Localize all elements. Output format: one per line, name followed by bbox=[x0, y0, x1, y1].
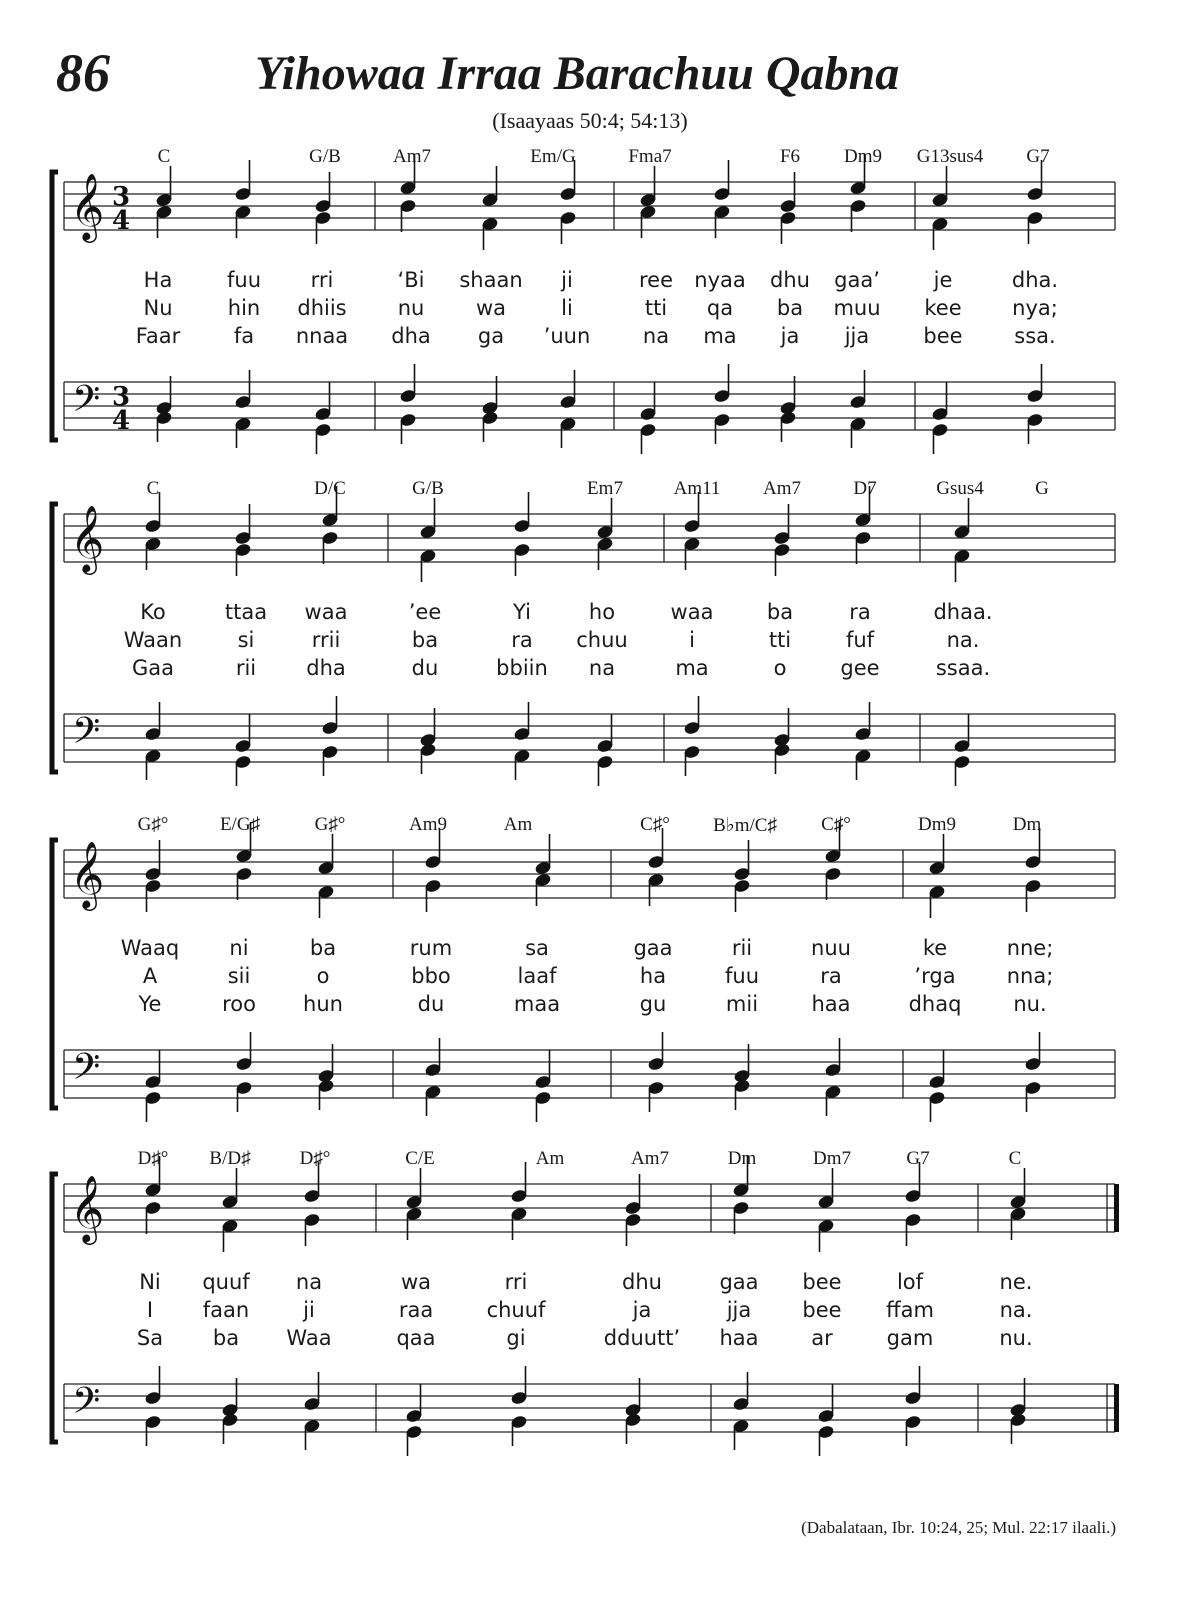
bass-clef-icon: 𝄢 bbox=[72, 710, 101, 761]
lyric-syllable: dhaq bbox=[908, 992, 962, 1016]
lyric-syllable: wa bbox=[475, 296, 507, 320]
lyric-syllable: rii bbox=[235, 656, 257, 680]
lyric-syllable: rum bbox=[409, 936, 453, 960]
lyric-syllable: Nu bbox=[143, 296, 173, 320]
lyric-syllable: ma bbox=[675, 656, 709, 680]
chord-symbol: G♯° bbox=[137, 814, 169, 835]
lyric-syllable: waa bbox=[304, 600, 348, 624]
chord-symbol: F6 bbox=[779, 146, 801, 167]
lyric-syllable: faan bbox=[202, 1298, 250, 1322]
chord-symbol: C bbox=[146, 478, 160, 499]
lyric-syllable: Waan bbox=[123, 628, 183, 652]
lyric-syllable: sa bbox=[525, 936, 549, 960]
lyric-syllable: rri bbox=[504, 1270, 528, 1294]
lyric-syllable: bee bbox=[802, 1298, 842, 1322]
lyric-syllable: maa bbox=[513, 992, 561, 1016]
chord-symbol: Am7 bbox=[631, 1148, 669, 1169]
lyric-syllable: jja bbox=[844, 324, 870, 348]
lyric-syllable: ffam bbox=[886, 1298, 934, 1322]
lyric-syllable: Ye bbox=[138, 992, 162, 1016]
system-bracket bbox=[52, 1174, 58, 1442]
lyric-syllable: qa bbox=[706, 296, 734, 320]
lyric-syllable: o bbox=[316, 964, 330, 988]
lyric-syllable: dhaa. bbox=[933, 600, 993, 624]
chord-symbol: C♯° bbox=[640, 814, 670, 835]
lyric-syllable: Ni bbox=[139, 1270, 161, 1294]
chord-symbol: G7 bbox=[906, 1148, 930, 1169]
lyric-syllable: ttaa bbox=[224, 600, 268, 624]
lyric-syllable: dhu bbox=[770, 268, 810, 292]
lyric-syllable: nnaa bbox=[295, 324, 349, 348]
lyric-syllable: ba bbox=[766, 600, 794, 624]
lyric-syllable: roo bbox=[222, 992, 256, 1016]
lyric-syllable: i bbox=[689, 628, 695, 652]
treble-clef-icon: 𝄞 bbox=[70, 504, 105, 572]
treble-clef-icon: 𝄞 bbox=[70, 172, 105, 240]
bass-clef-icon: 𝄢 bbox=[72, 1046, 101, 1097]
lyric-syllable: li bbox=[561, 296, 573, 320]
lyric-syllable: gu bbox=[639, 992, 667, 1016]
lyric-syllable: ja bbox=[632, 1298, 652, 1322]
lyric-syllable: fuu bbox=[226, 268, 262, 292]
chord-symbol: Em/G bbox=[530, 146, 576, 167]
lyric-syllable: ga bbox=[477, 324, 505, 348]
time-signature-bottom: 4 bbox=[112, 206, 131, 236]
lyric-syllable: nu. bbox=[999, 1326, 1033, 1350]
lyric-syllable: Ko bbox=[140, 600, 166, 624]
chord-symbol: G7 bbox=[1026, 146, 1050, 167]
treble-clef-icon: 𝄞 bbox=[70, 840, 105, 908]
chord-symbol: G13sus4 bbox=[916, 146, 984, 167]
lyric-syllable: Waaq bbox=[120, 936, 180, 960]
chord-symbol: Gsus4 bbox=[936, 478, 984, 499]
lyric-syllable: nne; bbox=[1006, 936, 1054, 960]
lyric-syllable: ’uun bbox=[543, 324, 591, 348]
lyric-syllable: shaan bbox=[459, 268, 523, 292]
lyric-syllable: ho bbox=[588, 600, 616, 624]
lyric-syllable: ba bbox=[411, 628, 439, 652]
lyric-syllable: rri bbox=[310, 268, 334, 292]
lyric-syllable: du bbox=[411, 656, 439, 680]
lyric-syllable: ma bbox=[703, 324, 737, 348]
lyric-syllable: dhu bbox=[622, 1270, 662, 1294]
time-signature-top: 3 bbox=[112, 182, 131, 212]
lyric-syllable: jja bbox=[726, 1298, 752, 1322]
lyric-syllable: Sa bbox=[136, 1326, 164, 1350]
lyric-syllable: na bbox=[295, 1270, 323, 1294]
lyric-syllable: A bbox=[142, 964, 158, 988]
lyric-syllable: fuu bbox=[724, 964, 760, 988]
lyric-syllable: ke bbox=[922, 936, 948, 960]
chord-symbol: Am9 bbox=[409, 814, 447, 835]
lyric-syllable: Yi bbox=[513, 600, 531, 624]
hymn-title: Yihowaa Irraa Barachuu Qabna bbox=[255, 47, 900, 100]
chord-symbol: Am11 bbox=[673, 478, 721, 499]
bass-clef-icon: 𝄢 bbox=[72, 1380, 101, 1431]
system-bracket bbox=[52, 504, 58, 772]
chord-symbol: C♯° bbox=[821, 814, 851, 835]
chord-symbol: Em7 bbox=[587, 478, 623, 499]
system-3 bbox=[0, 808, 1200, 1128]
chord-symbol: C/E bbox=[405, 1148, 435, 1169]
lyric-syllable: du bbox=[417, 992, 445, 1016]
system-bracket bbox=[52, 840, 58, 1108]
final-bar-line bbox=[1114, 1184, 1119, 1232]
lyric-syllable: gi bbox=[506, 1326, 526, 1350]
lyric-syllable: haa bbox=[811, 992, 851, 1016]
lyric-syllable: je bbox=[933, 268, 953, 292]
lyric-syllable: dha bbox=[391, 324, 431, 348]
lyric-syllable: ’ee bbox=[408, 600, 442, 624]
lyric-syllable: kee bbox=[924, 296, 962, 320]
chord-symbol: G/B bbox=[412, 478, 444, 499]
lyric-syllable: dha bbox=[306, 656, 346, 680]
final-bar-line bbox=[1114, 1384, 1119, 1432]
chord-symbol: Dm bbox=[1012, 814, 1042, 835]
chord-symbol: Dm9 bbox=[918, 814, 956, 835]
lyric-syllable: Waa bbox=[286, 1326, 332, 1350]
lyric-syllable: bee bbox=[923, 324, 963, 348]
lyric-syllable: nu. bbox=[1013, 992, 1047, 1016]
lyric-syllable: ha bbox=[639, 964, 667, 988]
chord-symbol: D♯° bbox=[299, 1148, 331, 1169]
lyric-syllable: wa bbox=[400, 1270, 432, 1294]
lyric-syllable: na bbox=[588, 656, 616, 680]
lyric-syllable: ssaa. bbox=[935, 656, 991, 680]
lyric-syllable: waa bbox=[670, 600, 714, 624]
chord-symbol: C bbox=[1008, 1148, 1022, 1169]
lyric-syllable: ree bbox=[638, 268, 674, 292]
lyric-syllable: lof bbox=[896, 1270, 924, 1294]
lyric-syllable: ba bbox=[776, 296, 804, 320]
lyric-syllable: dhiis bbox=[297, 296, 347, 320]
lyric-syllable: ‘Bi bbox=[397, 268, 425, 292]
lyric-syllable: Faar bbox=[135, 324, 181, 348]
lyric-syllable: si bbox=[237, 628, 255, 652]
lyric-syllable: gaa bbox=[719, 1270, 759, 1294]
chord-symbol: Am7 bbox=[763, 478, 801, 499]
chord-symbol: Dm bbox=[727, 1148, 757, 1169]
lyric-syllable: gaa’ bbox=[834, 268, 880, 292]
chord-symbol: Fma7 bbox=[628, 146, 672, 167]
chord-symbol: Am bbox=[503, 814, 533, 835]
chord-symbol: G bbox=[1035, 478, 1049, 499]
lyric-syllable: ra bbox=[820, 964, 842, 988]
lyric-syllable: na. bbox=[946, 628, 980, 652]
lyric-syllable: haa bbox=[719, 1326, 759, 1350]
footer-reference: (Dabalataan, Ibr. 10:24, 25; Mul. 22:17 ilaali.) bbox=[801, 1518, 1116, 1537]
chord-symbol: G/B bbox=[309, 146, 341, 167]
lyric-syllable: mii bbox=[725, 992, 759, 1016]
chord-symbol: G♯° bbox=[314, 814, 346, 835]
time-signature-bottom: 4 bbox=[112, 406, 131, 436]
chord-symbol: Dm9 bbox=[844, 146, 882, 167]
lyric-syllable: dha. bbox=[1011, 268, 1059, 292]
hymn-number: 86 bbox=[56, 43, 110, 103]
lyric-syllable: fa bbox=[233, 324, 255, 348]
lyric-syllable: raa bbox=[398, 1298, 434, 1322]
lyric-syllable: ba bbox=[309, 936, 337, 960]
chord-symbol: D/C bbox=[314, 478, 346, 499]
lyric-syllable: sii bbox=[227, 964, 251, 988]
lyric-syllable: ’rga bbox=[914, 964, 956, 988]
lyric-syllable: bee bbox=[802, 1270, 842, 1294]
bass-clef-icon: 𝄢 bbox=[72, 378, 101, 429]
lyric-syllable: gaa bbox=[633, 936, 673, 960]
lyric-syllable: na. bbox=[999, 1298, 1033, 1322]
chord-symbol: D7 bbox=[853, 478, 877, 499]
lyric-syllable: qaa bbox=[396, 1326, 436, 1350]
lyric-syllable: ji bbox=[303, 1298, 315, 1322]
scripture-reference: (Isaayaas 50:4; 54:13) bbox=[492, 108, 688, 133]
chord-symbol: Am7 bbox=[393, 146, 431, 167]
chord-symbol: B♭m/C♯ bbox=[713, 815, 777, 836]
lyric-syllable: na bbox=[642, 324, 670, 348]
lyric-syllable: ja bbox=[780, 324, 800, 348]
lyric-syllable: laaf bbox=[517, 964, 557, 988]
lyric-syllable: rrii bbox=[311, 628, 341, 652]
lyric-syllable: ra bbox=[511, 628, 533, 652]
time-signature-top: 3 bbox=[112, 382, 131, 412]
chord-symbol: Dm7 bbox=[813, 1148, 851, 1169]
lyric-syllable: hin bbox=[227, 296, 261, 320]
system-4 bbox=[0, 1142, 1200, 1462]
lyric-syllable: ar bbox=[811, 1326, 833, 1350]
lyric-syllable: ra bbox=[849, 600, 871, 624]
lyric-syllable: nuu bbox=[811, 936, 851, 960]
chord-symbol: B/D♯ bbox=[209, 1148, 251, 1169]
treble-clef-icon: 𝄞 bbox=[70, 1174, 105, 1242]
system-bracket bbox=[52, 172, 58, 440]
lyric-syllable: bbiin bbox=[496, 656, 548, 680]
lyric-syllable: nyaa bbox=[694, 268, 746, 292]
lyric-syllable: ssa. bbox=[1014, 324, 1056, 348]
lyric-syllable: tti bbox=[644, 296, 668, 320]
lyric-syllable: ba bbox=[212, 1326, 240, 1350]
lyric-syllable: dduutt’ bbox=[603, 1326, 681, 1350]
chord-symbol: D♯° bbox=[137, 1148, 169, 1169]
lyric-syllable: Ha bbox=[143, 268, 173, 292]
lyric-syllable: tti bbox=[768, 628, 792, 652]
lyric-syllable: bbo bbox=[411, 964, 451, 988]
lyric-syllable: fuf bbox=[845, 628, 875, 652]
lyric-syllable: Gaa bbox=[131, 656, 175, 680]
lyric-syllable: chuuf bbox=[486, 1298, 546, 1322]
lyric-syllable: gam bbox=[886, 1326, 934, 1350]
lyric-syllable: hun bbox=[303, 992, 343, 1016]
lyric-syllable: rii bbox=[731, 936, 753, 960]
chord-symbol: C bbox=[157, 146, 171, 167]
chord-symbol: E/G♯ bbox=[219, 814, 261, 835]
lyric-syllable: nna; bbox=[1006, 964, 1054, 988]
lyric-syllable: ni bbox=[229, 936, 249, 960]
system-2 bbox=[0, 472, 1200, 792]
lyric-syllable: chuu bbox=[576, 628, 628, 652]
lyric-syllable: ne. bbox=[999, 1270, 1033, 1294]
chord-symbol: Am bbox=[535, 1148, 565, 1169]
lyric-syllable: I bbox=[146, 1298, 154, 1322]
lyric-syllable: ji bbox=[561, 268, 573, 292]
lyric-syllable: nya; bbox=[1012, 296, 1058, 320]
lyric-syllable: muu bbox=[833, 296, 881, 320]
system-1 bbox=[0, 140, 1200, 460]
lyric-syllable: o bbox=[773, 656, 787, 680]
lyric-syllable: gee bbox=[840, 656, 880, 680]
lyric-syllable: quuf bbox=[202, 1270, 250, 1294]
lyric-syllable: nu bbox=[397, 296, 425, 320]
